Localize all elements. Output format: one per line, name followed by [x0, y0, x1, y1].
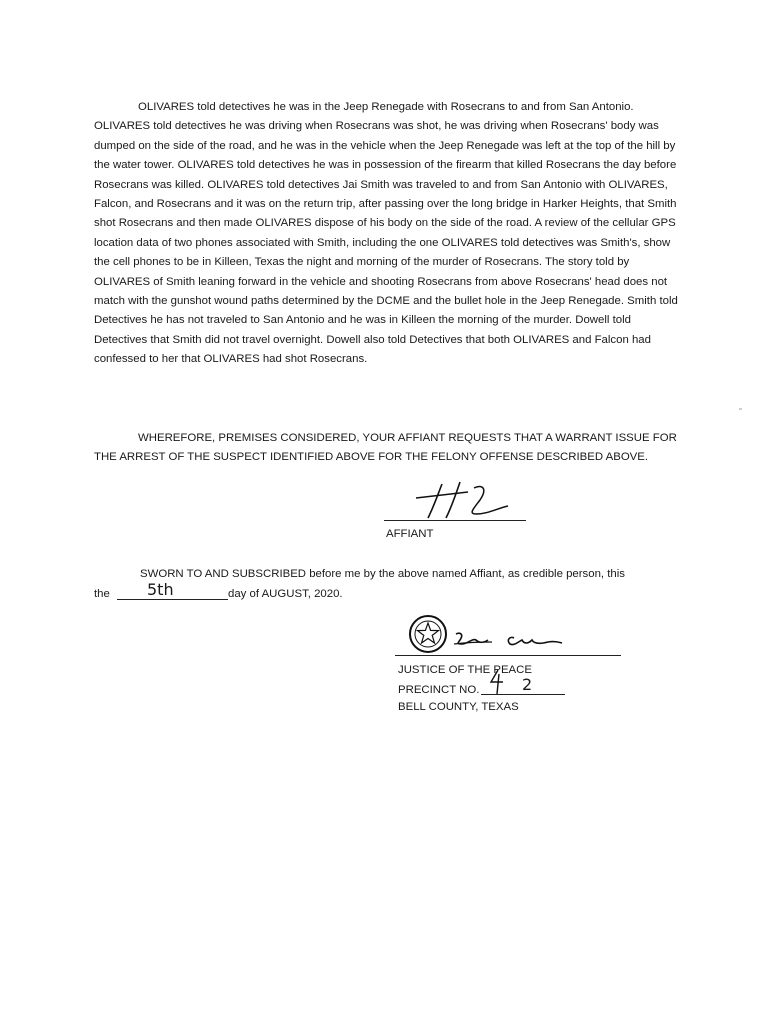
wherefore-paragraph	[94, 429, 686, 468]
justice-signature-line	[395, 655, 621, 656]
affidavit-paragraph-1-text: OLIVARES told detectives he was in the Jeep Renegade with Rosecrans to and from San Antonio. OLIVARES told detectives he was driving when Rosecrans was shot, he was driving when Rosecrans' body was dumped on the side of the road, and he was in the vehicle when the Jeep Renegade was left at the top of the hill by the water tower. OLIVARES told detectives he was in possession of the firearm that killed Rosecrans the day before Rosecrans was killed. OLIVARES told detectives Jai Smith was traveled to and from San Antonio with OLIVARES, Falcon, and Rosecrans and it was on the return trip, after passing over the long bridge in Harker Heights, that Smith shot Rosecrans and then made OLIVARES dispose of his body on the side of the road. A review of the cellular GPS location data of two phones associated with Smith, including the one OLIVARES told detectives was Smith's, show the cell phones to be in Killeen, Texas the night and morning of the murder of Rosecrans. The story told by OLIVARES of Smith leaning forward in the vehicle and shooting Rosecrans from above Rosecrans' head does not match with the gunshot wound paths determined by the DCME and the bullet hole in the Jeep Renegade. Smith told Detectives he has not traveled to San Antonio and he was in Killeen the morning of the murder. Dowell told Detectives that Smith did not travel overnight. Dowell also told Detectives that both OLIVARES and Falcon had confessed to her that OLIVARES had shot Rosecrans.	[94, 101, 678, 366]
day-blank-line	[117, 599, 228, 600]
sworn-day-suffix: day of AUGUST, 2020.	[228, 588, 343, 600]
wherefore-paragraph-text: WHEREFORE, PREMISES CONSIDERED, YOUR AFFIANT REQUESTS THAT A WARRANT ISSUE FOR THE ARREST OF THE SUSPECT IDENTIFIED ABOVE FOR THE FELONY OFFENSE DESCRIBED ABOVE.	[94, 432, 677, 464]
justice-signature	[452, 628, 572, 652]
sworn-line-1: SWORN TO AND SUBSCRIBED before me by the above named Affiant, as credible person, this	[140, 568, 625, 580]
county-label: BELL COUNTY, TEXAS	[398, 701, 519, 713]
affidavit-paragraph-1	[94, 98, 686, 370]
affiant-label: AFFIANT	[386, 528, 434, 540]
precinct-value: 2	[522, 675, 533, 694]
precinct-handwritten-4	[488, 668, 506, 696]
affiant-signature-line	[384, 520, 526, 521]
court-seal	[408, 614, 448, 654]
affiant-signature	[376, 478, 526, 524]
scan-speck	[739, 408, 742, 410]
justice-title: JUSTICE OF THE PEACE	[398, 664, 532, 676]
precinct-label: PRECINCT NO.	[398, 684, 480, 696]
sworn-the: the	[94, 588, 110, 600]
day-value: 5th	[147, 580, 174, 599]
